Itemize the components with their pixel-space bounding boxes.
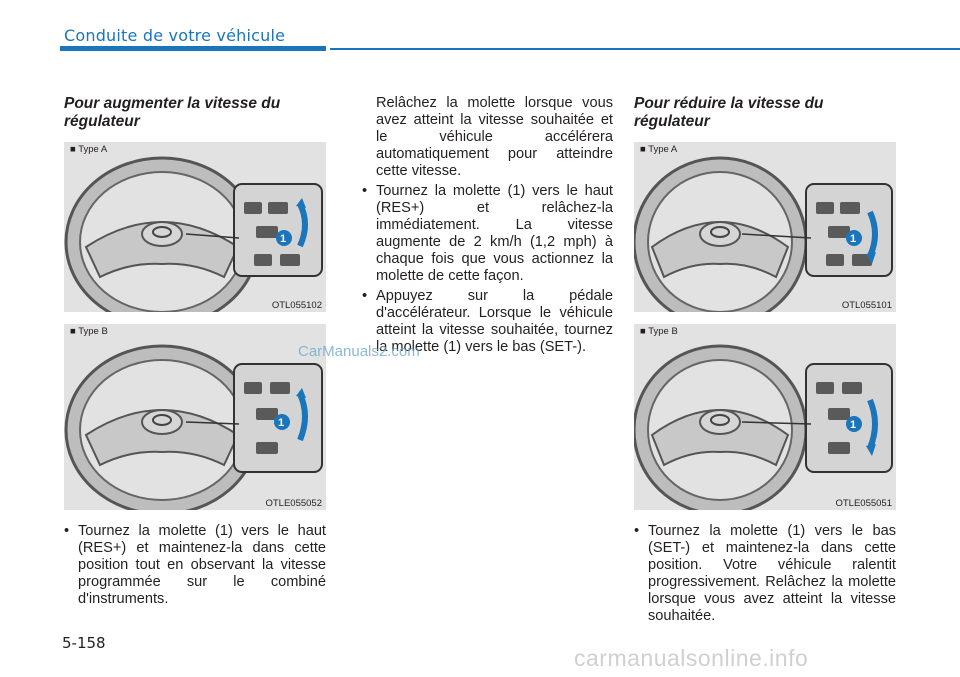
watermark-small: CarManuals2.com (298, 343, 420, 360)
right-bullet-list (634, 523, 896, 625)
callout-number: 1 (850, 233, 857, 245)
figure-type-b-increase (64, 324, 326, 510)
callout-number: 1 (278, 417, 285, 429)
watermark-large: carmanualsonline.info (574, 645, 809, 671)
left-bullet-list (64, 523, 326, 608)
figure-code: OTLE055052 (265, 498, 322, 509)
header-rule-thin (330, 48, 960, 50)
heading-reduce-speed: Pour réduire la vitesse du régulateur (634, 95, 824, 130)
figure-type-b-reduce (634, 324, 896, 510)
figure-code: OTLE055051 (835, 498, 892, 509)
paragraph: Relâchez la molette lorsque vous avez atteint la vitesse souhaitée et le véhicule accélérera automatiquement pour atteindre cette vitesse. (376, 95, 613, 179)
type-label: ■ Type B (70, 326, 108, 337)
figure-code: OTL055102 (271, 300, 322, 311)
steering-wheel-illustration (64, 142, 326, 312)
type-label: ■ Type A (70, 144, 108, 155)
type-label: ■ Type A (640, 144, 678, 155)
heading-increase-speed: Pour augmenter la vitesse du régulateur (64, 95, 281, 130)
middle-text (362, 95, 613, 356)
bullet-item: • Tournez la molette (1) vers le bas (SET-) et maintenez-la dans cette position. Votre véhicule ralentit progressivement. Relâchez la molette lorsque vous avez atteint la vitesse souhaitée. (634, 523, 896, 625)
bullet-item: • Tournez la molette (1) vers le haut (RES+) et relâchez-la immédiatement. La vitesse augmente de 2 km/h (1,2 mph) à chaque fois que vous actionnez la molette de cette façon. (362, 183, 613, 285)
callout-number: 1 (850, 419, 857, 431)
figure-code: OTL055101 (841, 300, 892, 311)
steering-wheel-illustration (634, 324, 896, 510)
header-rule-thick (60, 46, 326, 51)
figure-type-a-reduce (634, 142, 896, 312)
section-title: Conduite de votre véhicule (64, 26, 286, 45)
figure-type-a-increase (64, 142, 326, 312)
type-label: ■ Type B (640, 326, 678, 337)
steering-wheel-illustration (634, 142, 896, 312)
callout-number: 1 (280, 233, 287, 245)
page-number: 5-158 (62, 634, 106, 652)
bullet-item: • Appuyez sur la pédale d'accélérateur. Lorsque le véhicule atteint la vitesse souhaitée, tournez la molette (1) vers le bas (SET-). (362, 288, 613, 356)
bullet-item: • Tournez la molette (1) vers le haut (RES+) et maintenez-la dans cette position tout en observant la vitesse programmée sur le combiné d'instruments. (64, 523, 326, 608)
steering-wheel-illustration (64, 324, 326, 510)
